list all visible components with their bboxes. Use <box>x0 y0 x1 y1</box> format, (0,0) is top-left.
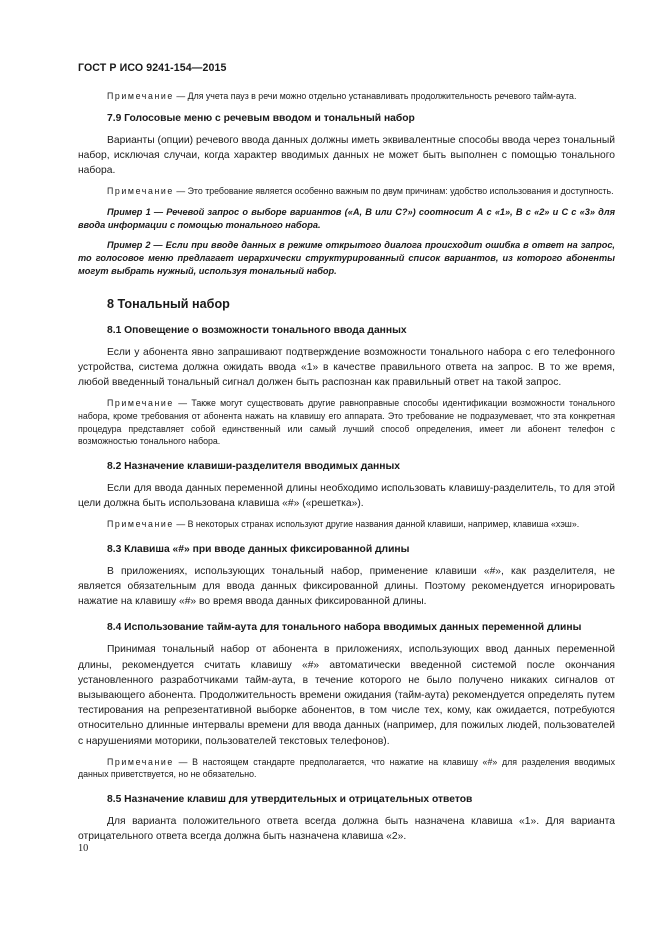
note-text: — Это требование является особенно важным по двум причинам: удобство использования и доступность. <box>173 186 614 197</box>
note-text: — Также могут существовать другие равноправные способы идентификации возможности тонального набора, кроме требования от абонента нажать на клавишу его аппарата. Это требование не подразумевает, что эта конкретная процедура представляет собой единственный или самый лучший способ определения, имеет ли абонент телефон с возможностью тонального набора. <box>78 398 615 447</box>
note-8-2 <box>78 518 615 531</box>
note-text: — В некоторых странах используют другие названия данной клавиши, например, клавиша «хэш». <box>173 519 580 530</box>
para-8-1: Если у абонента явно запрашивают подтверждение возможности тонального набора с его телефонного устройства, система должна ожидать ввода «1» в качестве правильного ответа на запрос. В то же время, любой введенный тональный сигнал должен быть распознан как правильный ответ на такой запрос. <box>78 346 615 389</box>
heading-8: 8 Тональный набор <box>107 296 230 311</box>
para-8-4: Принимая тональный набор от абонента в приложениях, использующих ввод данных переменной длины, рекомендуется считать клавишу «#» автоматически введенной системой после окончания установленного разработчиками тайм-аута, в течение которого не было получено никаких сигналов от вызывающего абонента. Продолжительность времени ожидания (тайм-аута) рекомендуется определять путем тестирования на репрезентативной выборке абонентов, в том числе тех, кому, как ожидается, потребуются относительно длинные интервалы времени для ввода данных (например, для пожилых людей, пользователей с нарушениями моторики, пользователей текстовых телефонов). <box>78 644 615 747</box>
example-2: Пример 2 — Если при вводе данных в режиме открытого диалога происходит ошибка в ответ на запрос, то голосовое меню предлагает иерархически структурированный список вариантов, из которого абоненты могут выбрать нужный, используя тональный набор. <box>78 240 615 276</box>
page-number: 10 <box>78 843 89 854</box>
heading-8-2: 8.2 Назначение клавиши-разделителя вводимых данных <box>107 460 400 472</box>
document-body <box>78 90 615 844</box>
para-8-3: В приложениях, использующих тональный набор, применение клавиши «#», как разделителя, не является обязательным для ввода данных фиксированной длины. Поэтому рекомендуется игнорировать нажатие на клавишу «#» во время ввода данных фиксированной длины. <box>78 565 615 608</box>
example-1: Пример 1 — Речевой запрос о выборе вариантов («А, В или С?») соотносит А с «1», В с «2» и С с «3» для ввода информации с помощью тонального набора. <box>78 206 615 230</box>
note-7-9 <box>78 185 615 198</box>
note-label: Примечание <box>107 756 174 767</box>
document-header: ГОСТ Р ИСО 9241-154—2015 <box>78 62 227 74</box>
note-8-1 <box>78 397 615 447</box>
heading-8-4: 8.4 Использование тайм-аута для тонального набора вводимых данных переменной длины <box>107 622 582 634</box>
note-pause <box>78 90 615 103</box>
heading-7-9: 7.9 Голосовые меню с речевым вводом и тональный набор <box>107 112 415 124</box>
note-text: — Для учета пауз в речи можно отдельно устанавливать продолжительность речевого тайм-аута. <box>173 91 577 101</box>
para-7-9: Варианты (опции) речевого ввода данных должны иметь эквивалентные способы ввода через тональный набор, исключая случаи, когда характер вводимых данных не может быть выполнен с помощью тонального набора. <box>78 134 615 176</box>
heading-8-5: 8.5 Назначение клавиш для утвердительных и отрицательных ответов <box>107 793 473 805</box>
note-label: Примечание <box>107 519 174 530</box>
note-label: Примечание <box>107 91 174 101</box>
note-8-4 <box>78 756 615 781</box>
note-text: — В настоящем стандарте предполагается, что нажатие на клавишу «#» для разделения вводимых данных приветствуется, но не обязательно. <box>78 756 615 780</box>
note-label: Примечание <box>107 186 174 197</box>
para-8-5: Для варианта положительного ответа всегда должна быть назначена клавиша «1». Для варианта отрицательного ответа всегда должна быть назначена клавиша «2». <box>78 815 615 843</box>
heading-8-1: 8.1 Оповещение о возможности тонального ввода данных <box>107 324 407 336</box>
para-8-2: Если для ввода данных переменной длины необходимо использовать клавишу-разделитель, то для этой цели должна быть использована клавиша «#» («решетка»). <box>78 482 615 509</box>
heading-8-3: 8.3 Клавиша «#» при вводе данных фиксированной длины <box>107 543 410 555</box>
note-label: Примечание <box>107 398 174 409</box>
